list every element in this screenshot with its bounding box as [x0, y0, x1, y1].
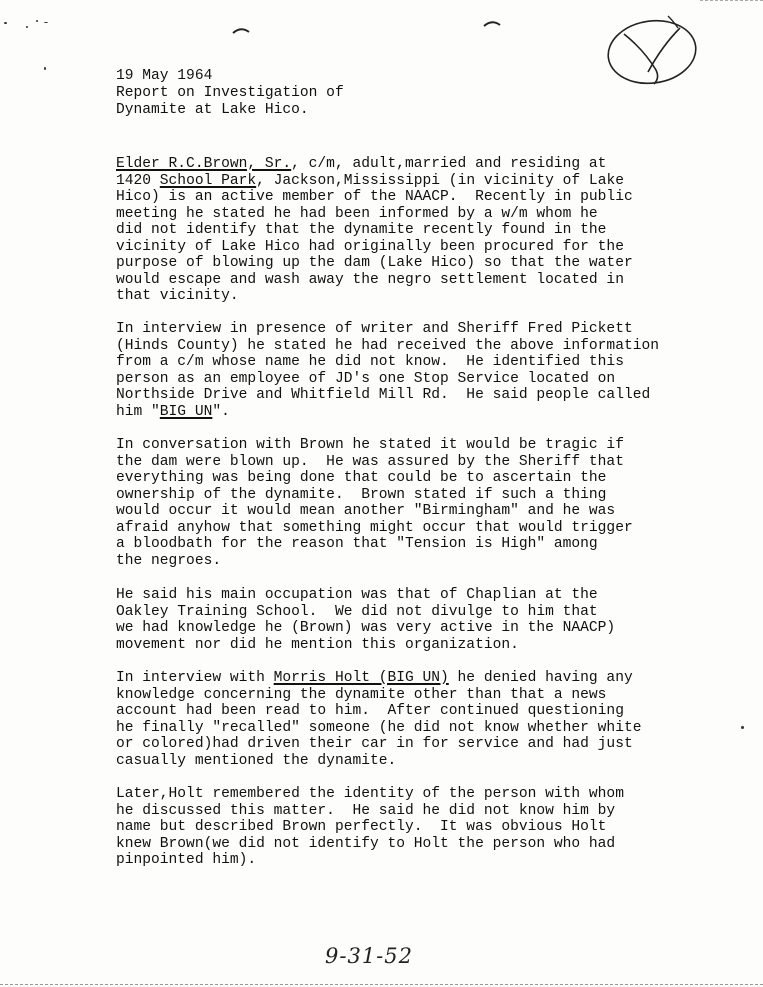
text-line: we had knowledge he (Brown) was very active in the NAACP) — [116, 620, 616, 636]
text-line: He said his main occupation was that of Chaplian at the — [116, 587, 598, 603]
text-line: afraid anyhow that something might occur that would trigger — [116, 519, 633, 536]
text-line: he finally "recalled" someone (he did not know whether white — [116, 719, 642, 736]
text-line: everything was being done that could be to ascertain the — [116, 470, 607, 486]
top-scan-edge — [700, 0, 763, 2]
scan-speck — [4, 22, 7, 24]
text-line: person as an employee of JD's one Stop Service located on — [116, 370, 616, 387]
text-segment: In interview with — [116, 670, 274, 686]
text-line — [116, 670, 716, 687]
text-line: Later,Holt remembered the identity of the person with whom — [116, 786, 624, 802]
text-line: vicinity of Lake Hico had originally been procured for the — [116, 238, 624, 255]
paragraph-holt-recollection — [116, 786, 716, 869]
text-line: name but described Brown perfectly. It was obvious Holt — [116, 819, 607, 835]
text-line: (Hinds County) he stated he had received the above information — [116, 337, 659, 354]
text-segment: , c/m, adult,married and residing at — [291, 156, 607, 172]
text-line: knowledge concerning the dynamite other than that a news — [116, 686, 607, 703]
scan-speck — [44, 67, 46, 70]
text-line: would escape and wash away the negro settlement located in — [116, 271, 624, 288]
text-line: In conversation with Brown he stated it would be tragic if — [116, 437, 624, 453]
text-line — [116, 404, 716, 421]
paragraph-occupation — [116, 587, 716, 653]
text-line: purpose of blowing up the dam (Lake Hico) so that the water — [116, 255, 633, 271]
text-line: ownership of the dynamite. Brown stated if such a thing — [116, 486, 607, 503]
report-title-line1: Report on Investigation of — [116, 85, 344, 101]
hole-punch-mark-left — [232, 26, 250, 34]
subject-name: Elder R.C.Brown, Sr. — [116, 156, 292, 172]
paragraph-sheriff-interview — [116, 321, 716, 420]
text-line: Hico) is an active member of the NAACP. Recently in public — [116, 189, 633, 205]
text-line: the negroes. — [116, 552, 222, 569]
text-line: Northside Drive and Whitfield Mill Rd. He said people called — [116, 387, 651, 403]
text-line — [116, 173, 716, 190]
report-date: 19 May 1964 — [116, 68, 213, 84]
text-line: the dam were blown up. He was assured by the Sheriff that — [116, 453, 624, 470]
report-header — [116, 68, 344, 119]
text-segment: , Jackson,Mississippi (in vicinity of Lake — [256, 172, 624, 189]
hole-punch-mark-right — [483, 19, 501, 27]
paragraph-brown-statement — [116, 156, 716, 305]
text-line: or colored)had driven their car in for service and had just — [116, 736, 633, 752]
text-segment: he denied having any — [448, 670, 633, 686]
text-line: meeting he stated he had been informed by a w/m whom he — [116, 205, 598, 222]
text-line: knew Brown(we did not identify to Holt the person who had — [116, 835, 616, 852]
text-segment: ". — [212, 403, 230, 420]
text-line: would occur it would mean another "Birmingham" and he was — [116, 503, 616, 519]
text-segment: him " — [116, 403, 160, 420]
scan-speck — [741, 726, 744, 729]
interviewee-name: Morris Holt (BIG UN) — [273, 670, 449, 686]
paragraph-holt-interview — [116, 670, 716, 769]
text-line: did not identify that the dynamite recently found in the — [116, 222, 607, 238]
bottom-scan-edge — [0, 984, 763, 986]
paragraph-conversation — [116, 437, 716, 569]
handwritten-file-number: 9-31-52 — [325, 944, 413, 968]
text-line: Oakley Training School. We did not divulge to him that — [116, 603, 598, 620]
text-line: In interview in presence of writer and Sheriff Fred Pickett — [116, 321, 633, 337]
text-line: pinpointed him). — [116, 852, 257, 868]
text-line: account had been read to him. After continued questioning — [116, 703, 624, 719]
scan-speck — [26, 26, 28, 28]
street-name: School Park — [159, 172, 257, 189]
text-line — [116, 156, 716, 173]
text-line: that vicinity. — [116, 288, 239, 304]
text-line: from a c/m whose name he did not know. He identified this — [116, 354, 624, 370]
scan-speck — [44, 22, 48, 23]
scan-speck — [36, 20, 38, 22]
text-line: movement nor did he mention this organization. — [116, 636, 519, 653]
text-line: casually mentioned the dynamite. — [116, 752, 397, 769]
report-title-line2: Dynamite at Lake Hico. — [116, 102, 309, 118]
text-line: a bloodbath for the reason that "Tension is High" among — [116, 536, 598, 552]
text-segment: 1420 — [116, 172, 160, 189]
nickname: BIG UN — [159, 403, 213, 420]
text-line: he discussed this matter. He said he did not know him by — [116, 802, 616, 819]
handwritten-x-circle-mark — [604, 14, 700, 88]
